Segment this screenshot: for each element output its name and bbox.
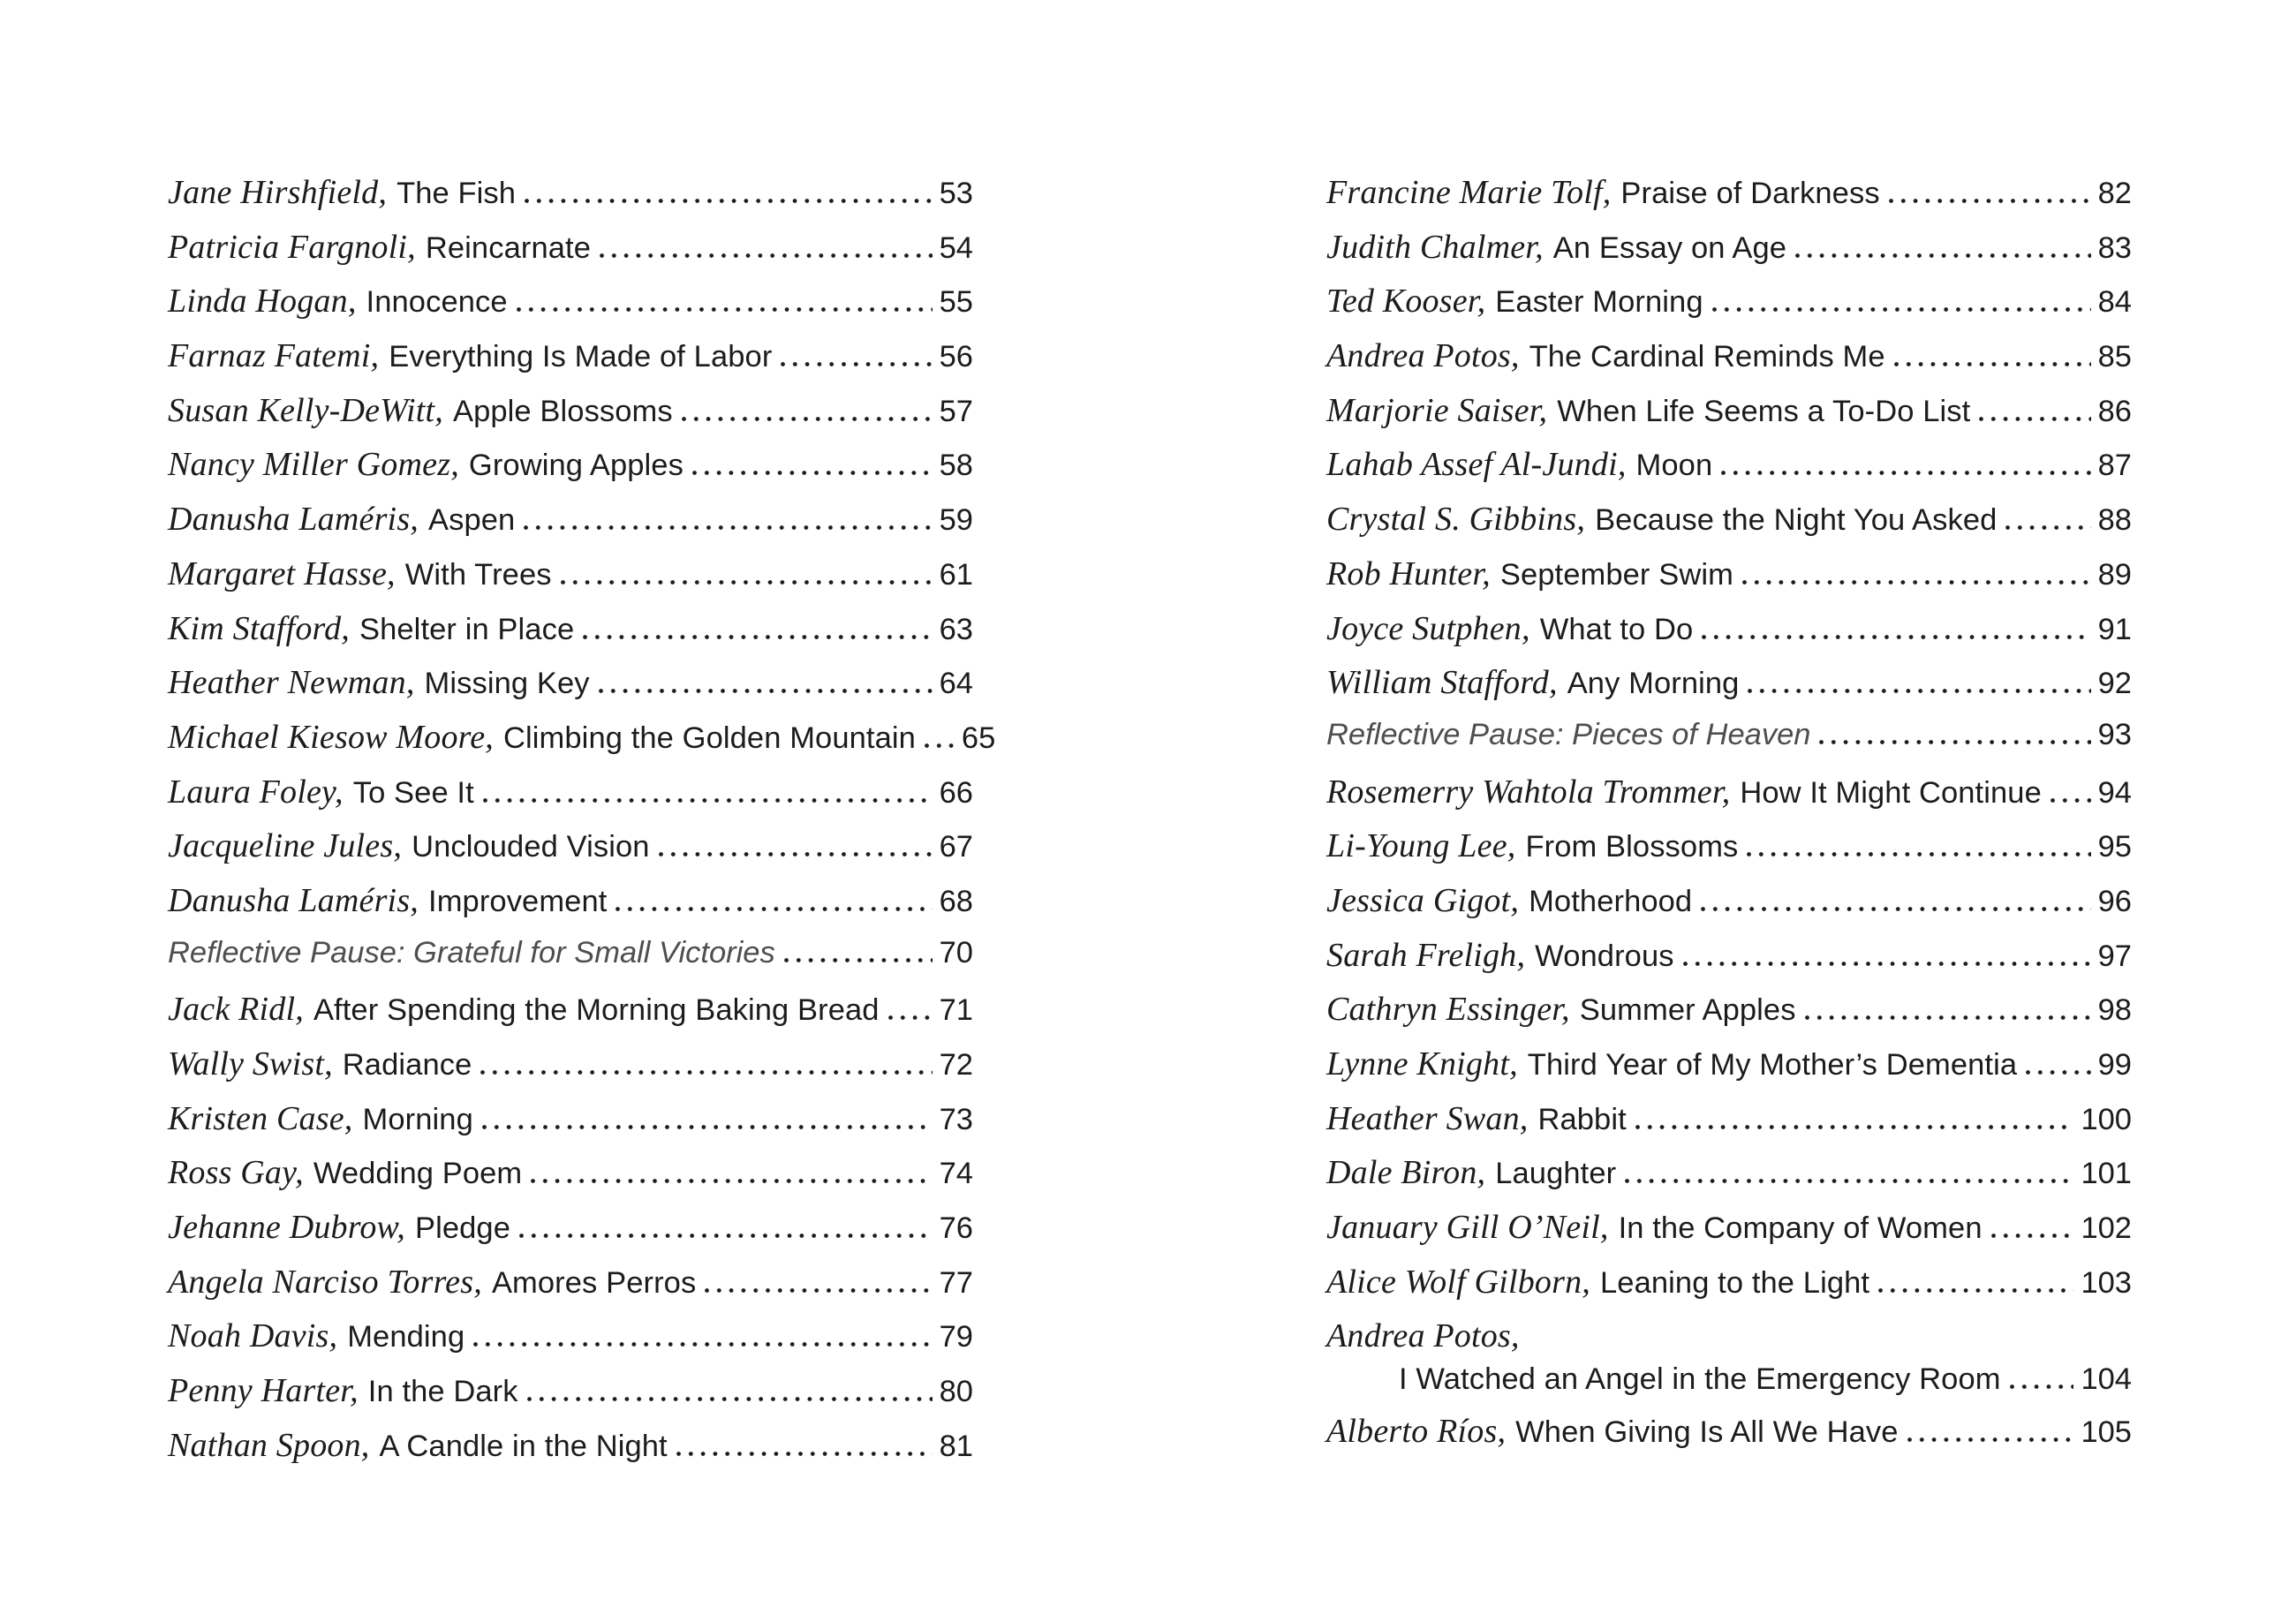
toc-entry-continuation [1326,1362,2132,1412]
toc-title: Aspen [428,503,516,538]
toc-author: Penny Harter, [168,1372,359,1410]
toc-column-left [168,173,996,1481]
toc-entry [1326,1317,2132,1362]
toc-page-number: 82 [2097,177,2132,210]
toc-author: Rosemerry Wahtola Trommer, [1326,773,1731,811]
dot-leader [519,1234,933,1238]
toc-author: Crystal S. Gibbins, [1326,501,1586,539]
toc-entry [1326,282,2132,336]
toc-author: Patricia Fargnoli, [168,228,416,266]
toc-page-number: 94 [2097,775,2132,810]
toc-page-number: 79 [939,1320,973,1354]
toc-title: Innocence [366,285,508,320]
toc-title: Third Year of My Mother’s Dementia [1527,1048,2018,1082]
toc-author: Noah Davis, [168,1317,338,1355]
toc-page-number: 91 [2097,612,2132,646]
dot-leader [473,1342,932,1347]
dot-leader [2026,1070,2090,1075]
toc-entry [168,609,973,664]
toc-entry [1326,555,2132,609]
toc-author: Joyce Sutphen, [1326,609,1530,647]
toc-author: Dale Biron, [1326,1154,1486,1192]
dot-leader [1721,471,2090,475]
toc-title: The Fish [397,177,517,210]
dot-leader [1747,852,2090,856]
dot-leader [1894,362,2091,366]
dot-leader [531,1179,932,1183]
toc-page-number: 95 [2097,830,2132,864]
toc-author: Linda Hogan, [168,283,357,321]
toc-title: I Watched an Angel in the Emergency Room [1399,1362,2001,1397]
dot-leader [781,362,932,366]
toc-author: Jehanne Dubrow, [168,1209,405,1247]
toc-page-number: 72 [939,1048,973,1082]
toc-page-number: 55 [939,285,973,320]
toc-title: Amores Perros [491,1265,697,1300]
toc-author: Lynne Knight, [1326,1045,1518,1083]
toc-entry [1326,881,2132,936]
toc-entry [168,1099,973,1154]
dot-leader [599,689,933,693]
toc-author: Andrea Potos, [1326,1317,1520,1355]
toc-page-number: 67 [939,830,973,864]
toc-entry [1326,826,2132,881]
toc-page-number: 81 [939,1429,973,1463]
toc-author: Danusha Laméris, [168,501,419,539]
toc-title: Climbing the Golden Mountain [503,721,916,755]
toc-entry [168,445,973,500]
toc-entry [168,1208,973,1263]
dot-leader [925,743,955,748]
toc-page-number: 63 [939,612,973,646]
toc-entry [1326,445,2132,500]
toc-page-number: 53 [939,177,973,210]
toc-entry [168,1045,973,1099]
toc-entry [1326,773,2132,827]
dot-leader [600,253,933,258]
toc-title: Missing Key [424,667,590,701]
dot-leader [705,1288,932,1293]
dot-leader [482,1125,933,1129]
toc-special-label: Reflective Pause: Grateful for Small Victories [168,935,775,969]
toc-title: Shelter in Place [359,612,575,646]
dot-leader [682,417,933,421]
toc-entry [1326,1412,2132,1467]
toc-entry [1326,936,2132,991]
toc-author: Wally Swist, [168,1045,333,1083]
toc-entry [1326,1153,2132,1208]
toc-page-number: 71 [939,993,973,1028]
dot-leader [1683,962,2091,966]
toc-title: After Spending the Morning Baking Bread [313,993,880,1028]
toc-page-number: 65 [961,721,996,755]
toc-title: Unclouded Vision [412,830,650,864]
dot-leader [1635,1125,2074,1129]
toc-entry [168,336,973,391]
toc-page-number: 87 [2097,449,2132,483]
toc-title: From Blossoms [1525,830,1739,864]
dot-leader [525,199,933,203]
toc-author: Angela Narciso Torres, [168,1263,482,1301]
toc-entry [1326,1208,2132,1263]
toc-special-label: Reflective Pause: Pieces of Heaven [1326,717,1811,751]
dot-leader [659,852,933,856]
dot-leader [527,1397,933,1401]
toc-author: Jacqueline Jules, [168,827,403,865]
toc-title: Praise of Darkness [1620,177,1880,210]
dot-leader [1878,1288,2073,1293]
toc-author: Alice Wolf Gilborn, [1326,1263,1590,1301]
toc-title: Everything Is Made of Labor [389,340,773,374]
toc-author: Susan Kelly-DeWitt, [168,391,443,429]
toc-title: With Trees [404,557,552,592]
toc-title: Reincarnate [425,230,591,265]
toc-author: Francine Marie Tolf, [1326,174,1612,211]
dot-leader [583,635,932,639]
toc-page-number: 73 [939,1102,973,1136]
toc-entry [168,1153,973,1208]
toc-title: Wedding Poem [313,1157,523,1191]
toc-author: Li-Young Lee, [1326,827,1516,865]
toc-title: In the Dark [367,1375,518,1409]
toc-page-number: 100 [2081,1102,2132,1136]
toc-title: Wondrous [1535,939,1674,973]
dot-leader [2010,1384,2074,1389]
toc-entry [168,881,973,936]
toc-page-number: 84 [2097,285,2132,320]
toc-page-number: 102 [2081,1211,2132,1246]
dot-leader [692,471,933,475]
toc-author: Jane Hirshfield, [168,174,388,211]
dot-leader [2051,798,2091,803]
toc-title: The Cardinal Reminds Me [1529,340,1885,374]
dot-leader [517,307,933,312]
toc-page-number: 56 [939,340,973,374]
dot-leader [1625,1179,2073,1183]
toc-author: Nathan Spoon, [168,1426,370,1464]
toc-entry [168,773,973,827]
toc-title: September Swim [1499,557,1733,592]
toc-title: Laughter [1495,1157,1617,1191]
toc-entry [168,391,973,446]
toc-entry [1326,336,2132,391]
toc-title: How It Might Continue [1740,775,2042,810]
dot-leader [1907,1437,2074,1442]
dot-leader [616,907,932,911]
toc-entry [1326,990,2132,1045]
dot-leader [1889,199,2091,203]
toc-title: When Life Seems a To-Do List [1557,394,1971,428]
dot-leader [1805,1015,2091,1020]
toc-entry [1326,718,2132,773]
dot-leader [2005,525,2090,530]
toc-author: Laura Foley, [168,773,344,811]
toc-title: Rabbit [1537,1102,1627,1136]
toc-page-number: 83 [2097,230,2132,265]
toc-page-number: 98 [2097,993,2132,1028]
toc-page-number: 70 [939,935,973,969]
toc-title: Morning [362,1102,473,1136]
toc-author: Ross Gay, [168,1154,304,1192]
toc-title: What to Do [1539,612,1694,646]
dot-leader [1712,307,2091,312]
toc-title: To See It [352,775,474,810]
toc-entry [168,936,973,991]
toc-page-number: 104 [2081,1362,2132,1397]
toc-entry [168,1317,973,1371]
dot-leader [676,1452,933,1456]
toc-author: Heather Newman, [168,664,415,702]
toc-author: Jack Ridl, [168,991,304,1029]
toc-page-number: 76 [939,1211,973,1246]
dot-leader [784,958,933,962]
toc-title: Leaning to the Light [1600,1265,1870,1300]
toc-title: In the Company of Women [1618,1211,1983,1246]
toc-entry [168,718,996,773]
toc-title: Motherhood [1529,884,1693,918]
dot-leader [1742,580,2091,585]
dot-leader [1748,689,2090,693]
toc-page-number: 92 [2097,667,2132,701]
toc-page-number: 58 [939,449,973,483]
toc-author: William Stafford, [1326,664,1558,702]
toc-page-number: 88 [2097,503,2132,538]
toc-entry [1326,609,2132,664]
toc-entry [1326,228,2132,283]
toc-author: January Gill O’Neil, [1326,1209,1609,1247]
toc-page-number: 96 [2097,884,2132,918]
toc-page-number: 80 [939,1375,973,1409]
toc-column-right [1326,173,2132,1467]
toc-page-number: 101 [2081,1157,2132,1191]
toc-author: Kristen Case, [168,1099,353,1137]
toc-entry [1326,663,2132,718]
toc-author: Farnaz Fatemi, [168,337,380,375]
toc-page-number: 85 [2097,340,2132,374]
toc-page-number: 64 [939,667,973,701]
toc-title: Any Morning [1567,667,1740,701]
toc-page-number: 68 [939,884,973,918]
dot-leader [1819,740,2090,744]
toc-title: Improvement [428,884,608,918]
toc-title: Pledge [414,1211,510,1246]
toc-title: An Essay on Age [1552,230,1787,265]
toc-author: Danusha Laméris, [168,881,419,919]
toc-page-number: 57 [939,394,973,428]
toc-title: When Giving Is All We Have [1515,1415,1899,1450]
toc-entry [168,826,973,881]
dot-leader [524,525,932,530]
toc-page-number: 61 [939,557,973,592]
toc-author: Michael Kiesow Moore, [168,718,495,756]
toc-author: Marjorie Saiser, [1326,391,1548,429]
toc-author: Alberto Ríos, [1326,1413,1507,1451]
toc-author: Jessica Gigot, [1326,881,1520,919]
toc-title: Summer Apples [1579,993,1796,1028]
toc-page-number: 103 [2081,1265,2132,1300]
toc-page-number: 59 [939,503,973,538]
dot-leader [483,798,933,803]
toc-entry [168,1426,973,1481]
toc-author: Cathryn Essinger, [1326,991,1570,1029]
dot-leader [1991,1234,2074,1238]
toc-entry [168,990,973,1045]
toc-page-number: 89 [2097,557,2132,592]
dot-leader [1702,635,2090,639]
toc-page-number: 54 [939,230,973,265]
toc-entry [1326,500,2132,555]
toc-page-number: 86 [2097,394,2132,428]
toc-page-number: 74 [939,1157,973,1191]
toc-author: Nancy Miller Gomez, [168,446,459,484]
toc-author: Ted Kooser, [1326,283,1486,321]
toc-entry [168,663,973,718]
toc-entry [1326,1045,2132,1099]
toc-entry [168,1263,973,1317]
dot-leader [1979,417,2090,421]
toc-title: Growing Apples [468,449,684,483]
dot-leader [561,580,933,585]
dot-leader [1795,253,2091,258]
toc-title: Because the Night You Asked [1595,503,1998,538]
toc-entry [1326,173,2132,228]
toc-author: Andrea Potos, [1326,337,1520,375]
toc-page-number: 77 [939,1265,973,1300]
toc-entry [168,1371,973,1426]
dot-leader [888,1015,933,1020]
toc-title: Moon [1635,449,1713,483]
toc-page-number: 66 [939,775,973,810]
toc-author: Sarah Freligh, [1326,936,1526,974]
toc-title: Apple Blossoms [452,394,673,428]
toc-page-number: 97 [2097,939,2132,973]
toc-title: Easter Morning [1495,285,1703,320]
toc-author: Lahab Assef Al-Jundi, [1326,446,1627,484]
toc-title: A Candle in the Night [379,1429,668,1463]
toc-entry [168,500,973,555]
toc-entry [168,228,973,283]
toc-author: Margaret Hasse, [168,555,396,592]
toc-author: Heather Swan, [1326,1099,1529,1137]
toc-page-number: 93 [2097,717,2132,751]
toc-author: Rob Hunter, [1326,555,1491,592]
dot-leader [480,1070,932,1075]
toc-page-number: 99 [2097,1048,2132,1082]
toc-entry [168,555,973,609]
toc-title: Mending [347,1320,465,1354]
toc-entry [1326,1099,2132,1154]
toc-author: Kim Stafford, [168,609,350,647]
toc-entry [1326,1263,2132,1317]
toc-entry [1326,391,2132,446]
toc-entry [168,173,973,228]
toc-author: Judith Chalmer, [1326,228,1544,266]
toc-entry [168,282,973,336]
toc-page-number: 105 [2081,1415,2132,1450]
toc-title: Radiance [342,1048,472,1082]
dot-leader [1701,907,2090,911]
